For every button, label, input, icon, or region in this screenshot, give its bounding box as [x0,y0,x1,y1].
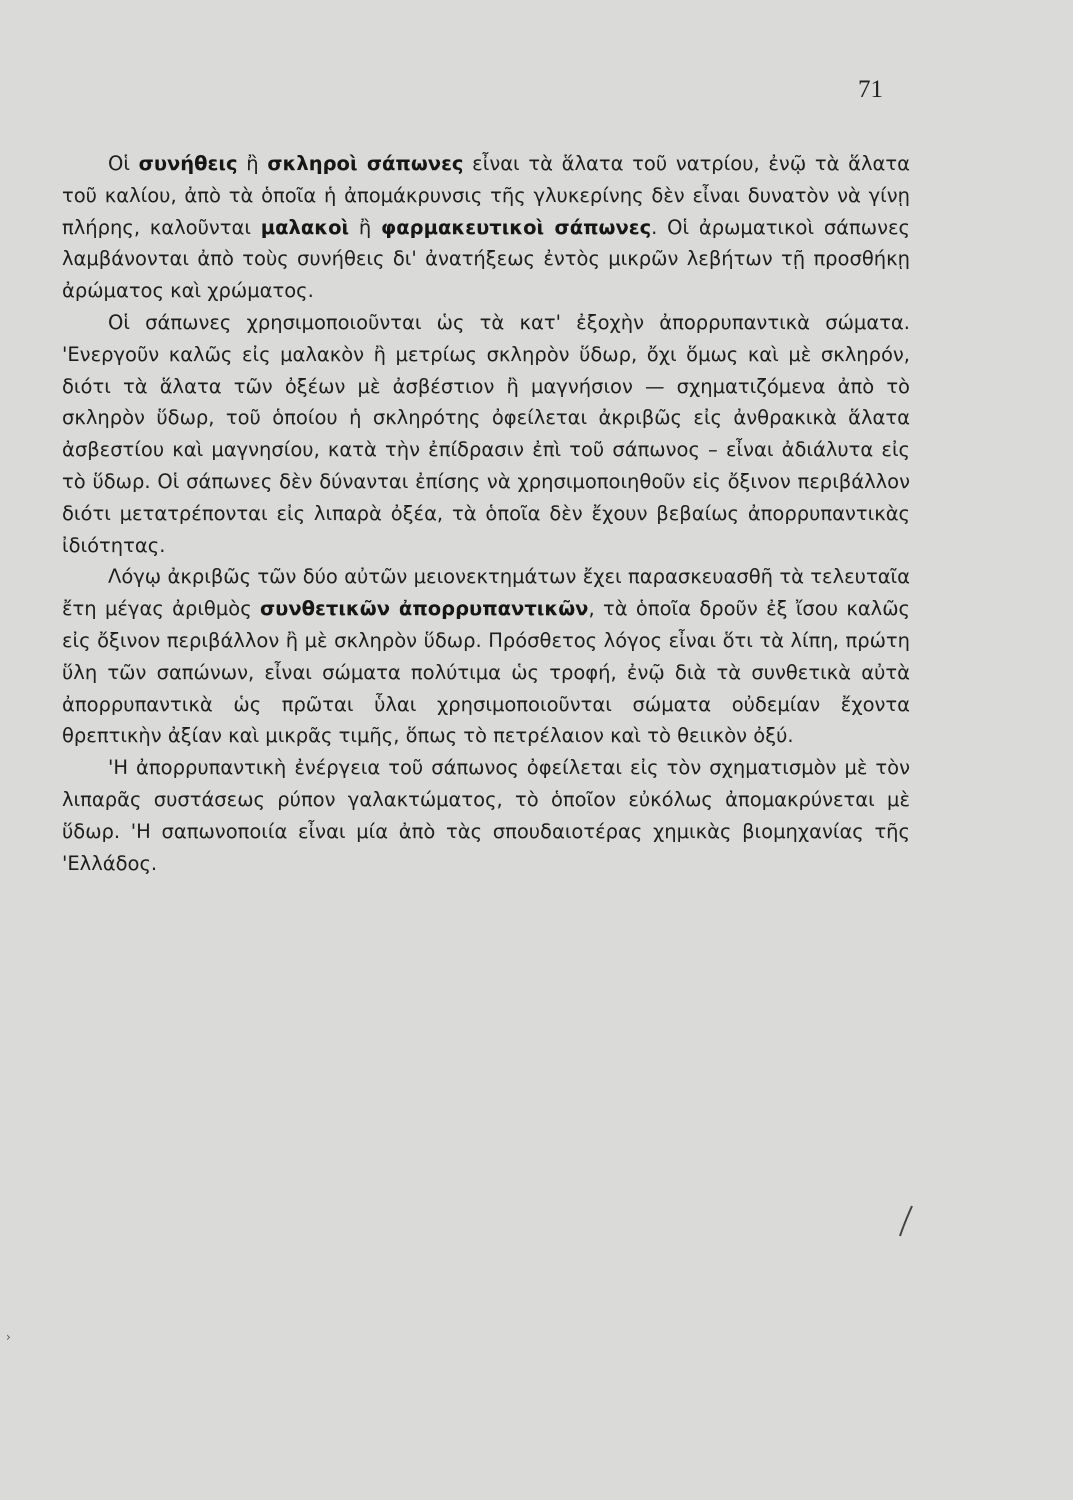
bold-term: φαρμακευτικοὶ σάπωνες [381,215,652,239]
text-run: ἢ [237,152,268,175]
bold-term: συνήθεις [138,152,238,175]
text-run: εἶναι τὰ ἅλατα τοῦ νατρίου, ἐνῷ τὰ ἅλατα τοῦ καλίου, ἀπὸ τὰ ὁποῖα ἡ ἀπομάκρυνσις τῆς γλυκερίνης δὲν εἶναι δυνατὸν νὰ γίνῃ πλήρης, καλοῦνται [62,152,910,239]
paragraph-detergent-action [62,752,910,879]
paragraph-soaps-types [62,148,910,307]
text-run: , τὰ ὁποῖα δροῦν ἐξ ἴσου καλῶς εἰς ὄξινον περιβάλλον ἢ μὲ σκληρὸν ὕδωρ. Πρόσθετος λόγος εἶναι ὅτι τὰ λίπη, πρώτη ὕλη τῶν σαπώνων, εἶναι σώματα πολύτιμα ὡς τροφή, ἐνῷ διὰ τὰ συνθετικὰ αὐτὰ ἀπορρυπαντικὰ ὡς πρῶται ὗλαι χρησιμοποιοῦνται σώματα οὐδεμίαν ἔχοντα θρεπτικὴν ἀξίαν καὶ μικρᾶς τιμῆς, ὅπως τὸ πετρέλαιον καὶ τὸ θειικὸν ὀξύ. [62,597,910,748]
pen-mark-icon [896,1200,920,1240]
bold-term: σκληροὶ σάπωνες [267,152,464,175]
text-run: . Οἱ ἀρωματικοὶ σάπωνες λαμβάνονται ἀπὸ τοὺς συνήθεις δι' ἀνατήξεως ἐντὸς μικρῶν λεβήτων τῇ προσθήκῃ ἀρώματος καὶ χρώματος. [62,215,910,303]
text-run: Λόγῳ ἀκριβῶς τῶν δύο αὐτῶν μειονεκτημάτων ἔχει παρασκευασθῆ τὰ τελευταῖα ἔτη μέγας ἀριθμὸς [62,565,910,621]
bold-term: συνθετικῶν ἀπορρυπαντικῶν [259,597,589,621]
text-run: Οἱ σάπωνες χρησιμοποιοῦνται ὡς τὰ κατ' ἐξοχὴν ἀπορρυπαντικὰ σώματα. 'Ενεργοῦν καλῶς εἰς μαλακὸν ἢ μετρίως σκληρὸν ὕδωρ, ὄχι ὅμως καὶ μὲ σκληρόν, διότι τὰ ἅλατα τῶν ὀξέων μὲ ἀσβέστιον ἢ μαγνήσιον — σχηματιζόμενα ἀπὸ τὸ σκληρὸν ὕδωρ, τοῦ ὁποίου ἡ σκληρότης ὀφείλεται ἀκριβῶς εἰς ἀνθρακικὰ ἅλατα ἀσβεστίου καὶ μαγνησίου, κατὰ τὴν ἐπίδρασιν ἐπὶ τοῦ σάπωνος – εἶναι ἀδιάλυτα εἰς τὸ ὕδωρ. Οἱ σάπωνες δὲν δύνανται ἐπίσης νὰ χρησιμοποιηθοῦν εἰς ὄξινον περιβάλλον διότι μετατρέπονται εἰς λιπαρὰ ὀξέα, τὰ ὁποῖα δὲν ἔχουν βεβαίως ἀπορρυπαντικὰς ἰδιότητας. [62,310,910,557]
paragraph-soaps-uses [62,307,910,561]
text-run: 'Η ἀπορρυπαντικὴ ἐνέργεια τοῦ σάπωνος ὀφείλεται εἰς τὸν σχηματισμὸν μὲ τὸν λιπαρᾶς συστάσεως ρύπον γαλακτώματος, τὸ ὁποῖον εὐκόλως ἀπομακρύνεται μὲ ὕδωρ. 'Η σαπωνοποιία εἶναι μία ἀπὸ τὰς σπουδαιοτέρας χημικὰς βιομηχανίας τῆς 'Ελλάδος. [62,756,910,875]
page-number: 71 [858,76,883,103]
text-run: ἢ [349,215,382,239]
bold-term: μαλακοὶ [260,215,350,239]
text-run: Οἱ [108,152,139,175]
paragraph-synthetic-detergents [62,561,910,752]
body-text [62,148,910,879]
margin-mark: › [6,1330,11,1344]
